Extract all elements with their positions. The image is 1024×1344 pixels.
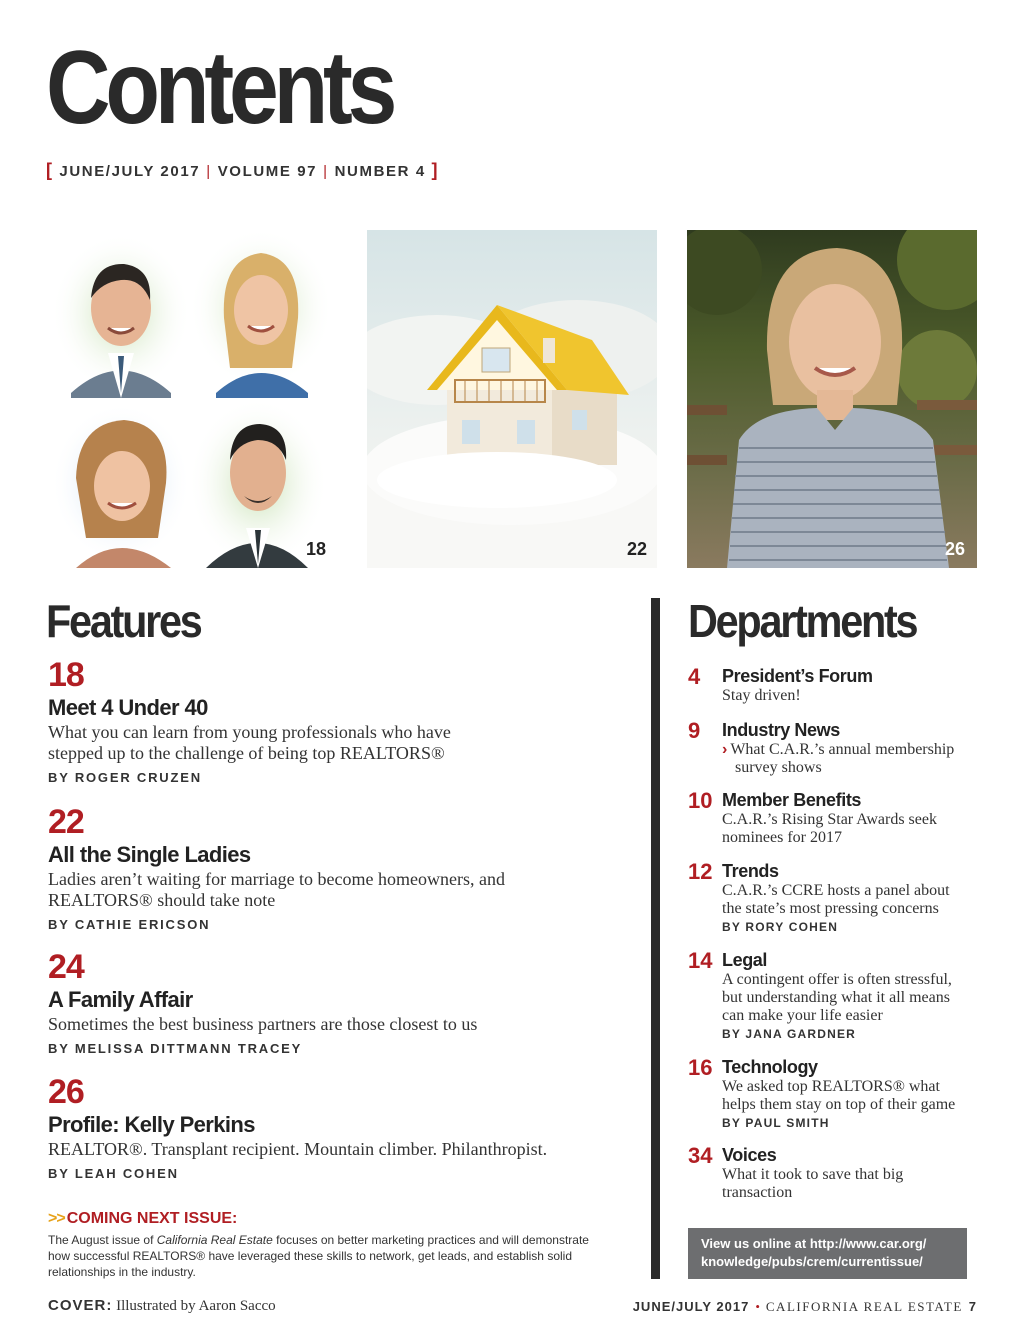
kelly-perkins-photo[interactable] — [687, 230, 977, 568]
feature-description: REALTOR®. Transplant recipient. Mountain climber. Philanthropist. — [48, 1139, 548, 1160]
department-description: C.A.R.’s CCRE hosts a panel about the state’s most pressing concerns — [722, 881, 950, 917]
feature-title[interactable]: Meet 4 Under 40 — [48, 695, 208, 720]
department-page-number: 14 — [688, 948, 713, 973]
feature-item[interactable] — [48, 950, 608, 1056]
chevron-right-icon: › — [722, 740, 728, 758]
page-title: Contents — [46, 30, 393, 146]
portraits-art — [46, 228, 336, 568]
cover-credit — [48, 1297, 276, 1315]
department-item[interactable] — [688, 1057, 988, 1130]
departments-heading: Departments — [688, 595, 917, 647]
feature-page-number: 24 — [48, 948, 84, 986]
department-page-number: 10 — [688, 788, 713, 813]
coming-next-body — [48, 1232, 608, 1280]
department-page-number: 12 — [688, 859, 713, 884]
separator: | — [323, 163, 329, 180]
double-chevron-icon: >> — [48, 1210, 65, 1227]
feature-title[interactable]: Profile: Kelly Perkins — [48, 1112, 255, 1137]
feature-page-number: 22 — [48, 803, 84, 841]
footer-magazine: CALIFORNIA REAL ESTATE — [765, 1299, 963, 1314]
photo-page-number: 18 — [305, 539, 326, 559]
feature-byline: BY LEAH COHEN — [48, 1166, 179, 1182]
department-description-text: What C.A.R.’s annual membership survey shows — [730, 740, 955, 776]
department-item[interactable] — [688, 861, 988, 934]
feature-page-number: 18 — [48, 656, 84, 694]
online-link-line: View us online at http://www.car.org/ — [701, 1236, 927, 1251]
separator: | — [206, 163, 212, 180]
department-description: Stay driven! — [722, 686, 801, 704]
department-byline: BY JANA GARDNER — [722, 1026, 857, 1041]
feature-title[interactable]: All the Single Ladies — [48, 842, 251, 867]
department-page-number: 16 — [688, 1055, 713, 1080]
footer-page-number: 7 — [968, 1299, 976, 1314]
coming-next-text: The August issue of — [48, 1233, 157, 1247]
issue-info — [46, 160, 439, 181]
footer-date: JUNE/JULY 2017 — [632, 1299, 750, 1314]
department-title[interactable]: President’s Forum — [722, 666, 873, 686]
house-in-clouds-image[interactable] — [367, 230, 657, 568]
department-item[interactable] — [688, 1145, 988, 1202]
bracket-left: [ — [46, 160, 54, 180]
department-title[interactable]: Legal — [722, 950, 768, 970]
feature-title[interactable]: A Family Affair — [48, 987, 193, 1012]
features-heading: Features — [46, 595, 201, 647]
feature-item[interactable] — [48, 1075, 608, 1181]
feature-page-number: 26 — [48, 1073, 84, 1111]
coming-next-issue — [48, 1210, 608, 1280]
feature-byline: BY CATHIE ERICSON — [48, 917, 211, 933]
issue-date: JUNE/JULY 2017 — [59, 163, 201, 180]
department-item[interactable] — [688, 666, 988, 705]
department-page-number: 9 — [688, 718, 701, 743]
department-title[interactable]: Technology — [722, 1057, 818, 1077]
department-page-number: 4 — [688, 664, 701, 689]
online-link-line: knowledge/pubs/crem/currentissue/ — [701, 1254, 923, 1269]
footer-bullet: • — [755, 1299, 760, 1314]
publication-name: California Real Estate — [156, 1233, 273, 1247]
issue-volume: VOLUME 97 — [217, 163, 318, 180]
feature-byline: BY MELISSA DITTMANN TRACEY — [48, 1041, 303, 1057]
coming-next-label: COMING NEXT ISSUE: — [66, 1210, 238, 1227]
view-online-link[interactable] — [688, 1228, 967, 1279]
department-description: C.A.R.’s Rising Star Awards seek nominees for 2017 — [722, 810, 937, 846]
department-title[interactable]: Trends — [722, 861, 779, 881]
department-item[interactable] — [688, 790, 988, 847]
feature-description: What you can learn from young professionals who have stepped up to the challenge of being top REALTORS® — [48, 722, 451, 764]
coming-next-text: focuses on better marketing practices and will demonstrate how successful REALTORS® have leveraged these skills to network, get leads, and establish solid relationships in the industry. — [48, 1233, 589, 1279]
column-divider — [651, 598, 660, 1279]
department-byline: BY RORY COHEN — [722, 919, 839, 934]
department-title[interactable]: Member Benefits — [722, 790, 862, 810]
feature-description: Ladies aren’t waiting for marriage to become homeowners, and REALTORS® should take note — [48, 869, 505, 911]
four-portraits-illustration[interactable] — [46, 228, 336, 568]
department-byline: BY PAUL SMITH — [722, 1115, 830, 1130]
house-art — [367, 230, 657, 568]
cover-label: COVER: — [48, 1297, 113, 1314]
department-title[interactable]: Industry News — [722, 720, 840, 740]
feature-byline: BY ROGER CRUZEN — [48, 770, 202, 786]
coming-next-heading — [48, 1210, 608, 1228]
bracket-right: ] — [431, 160, 440, 180]
photo-page-number: 26 — [944, 539, 965, 559]
cover-text: Illustrated by Aaron Sacco — [116, 1298, 276, 1314]
department-description: A contingent offer is often stressful, but understanding what it all means can make your life easier — [722, 970, 952, 1024]
issue-number: NUMBER 4 — [334, 163, 426, 180]
feature-item[interactable] — [48, 658, 608, 785]
department-page-number: 34 — [688, 1143, 713, 1168]
feature-description: Sometimes the best business partners are those closest to us — [48, 1014, 478, 1035]
photo-page-number: 22 — [626, 539, 647, 559]
portrait-art — [687, 230, 977, 568]
department-description: We asked top REALTORS® what helps them stay on top of their game — [722, 1077, 956, 1113]
department-title[interactable]: Voices — [722, 1145, 777, 1165]
department-description — [722, 741, 988, 777]
department-item[interactable] — [688, 720, 988, 777]
department-description: What it took to save that big transaction — [722, 1165, 904, 1201]
feature-item[interactable] — [48, 805, 608, 932]
page-footer — [633, 1299, 976, 1315]
department-item[interactable] — [688, 950, 988, 1041]
